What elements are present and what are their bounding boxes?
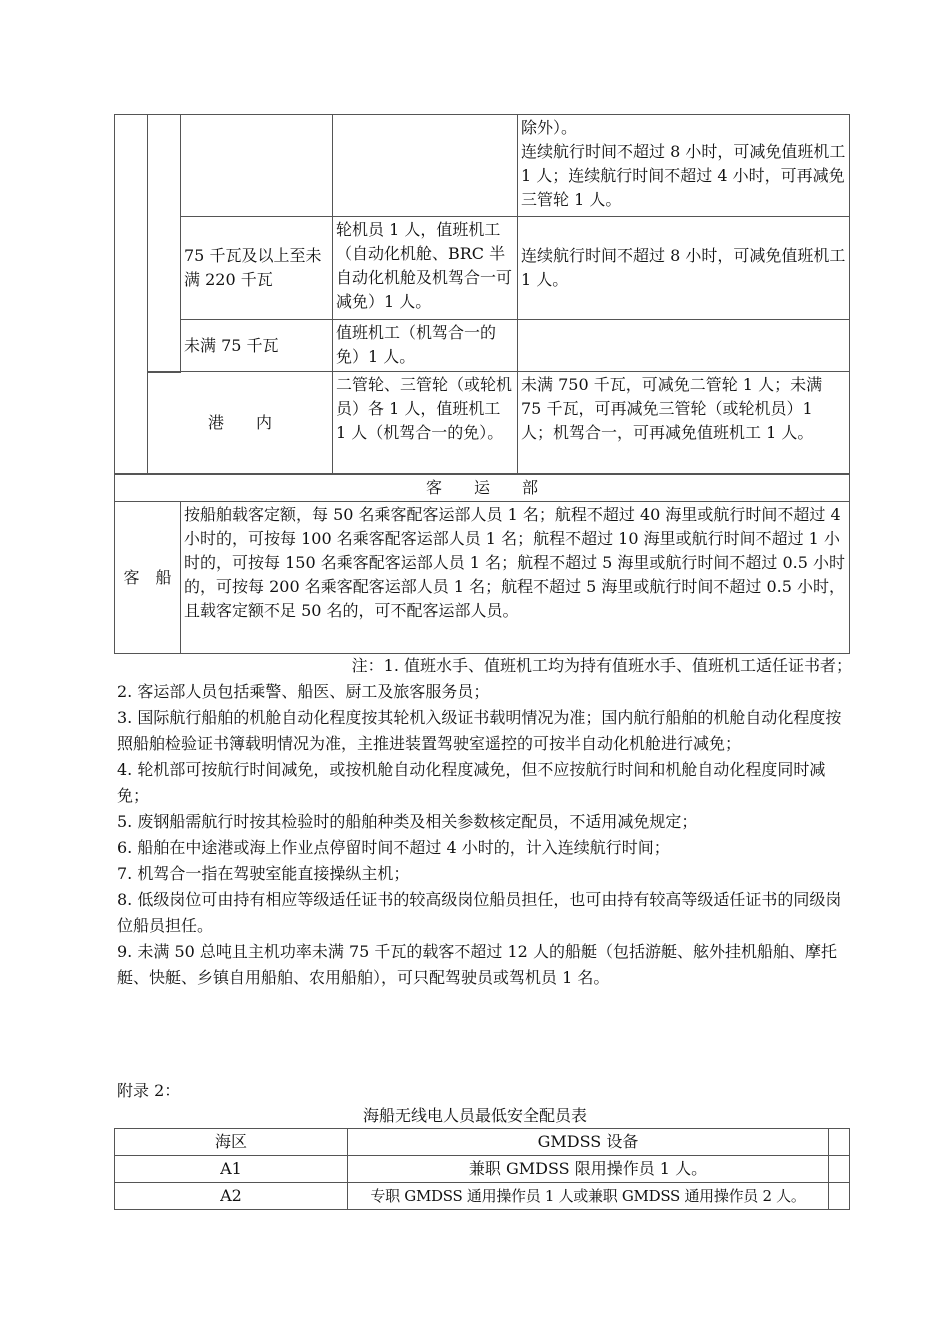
row1-remark-line-1: 除外）。 [521, 118, 578, 137]
radio-header-extra [828, 1128, 850, 1156]
row1-remark-cell [517, 114, 850, 217]
note-6: 6. 船舶在中途港或海上作业点停留时间不超过 4 小时的，计入连续航行时间； [117, 838, 670, 857]
radio-row-a1-area [114, 1155, 348, 1183]
row3-staff-cell [332, 319, 518, 372]
radio-row-a2-area [114, 1182, 348, 1210]
row2-remark-text: 连续航行时间不超过 8 小时，可减免值班机工 1 人。 [521, 246, 846, 289]
radio-row-a2-extra [828, 1182, 850, 1210]
passenger-label: 客 船 [123, 567, 172, 587]
row4-remark-cell [517, 371, 850, 474]
row1-staff-cell [332, 114, 518, 217]
radio-row-a2-gmdss-text: 专职 GMDSS 通用操作员 1 人或兼职 GMDSS 通用操作员 2 人。 [370, 1187, 806, 1205]
row2-power-label: 75 千瓦及以上至未满 220 千瓦 [184, 246, 322, 289]
row2-staff-cell [332, 216, 518, 320]
radio-row-a2-area-label: A2 [220, 1186, 242, 1205]
row1-remark-line-2: 连续航行时间不超过 8 小时，可减免值班机工 1 人；连续航行时间不超过 4 小时，可再减免三管轮 1 人。 [521, 142, 846, 209]
row2-remark-cell [517, 216, 850, 320]
notes-block [117, 653, 852, 991]
radio-header-gmdss-label: GMDSS 设备 [537, 1132, 639, 1151]
row4-area-label: 港 内 [207, 412, 272, 432]
section-header-passenger [114, 474, 850, 502]
row4-remark-text: 未满 750 千瓦，可减免二管轮 1 人；未满 75 千瓦，可再减免三管轮（或轮机员）1 人；机驾合一，可再减免值班机工 1 人。 [521, 375, 823, 442]
radio-header-area [114, 1128, 348, 1156]
row3-power-cell [180, 319, 333, 372]
row2-power-cell [180, 216, 333, 320]
appendix-title: 海船无线电人员最低安全配员表 [362, 1106, 587, 1125]
note-5: 5. 废钢船需航行时按其检验时的船舶种类及相关参数核定配员，不适用减免规定； [117, 812, 698, 831]
section-header-label: 客 运 部 [425, 478, 538, 497]
row2-staff-text: 轮机员 1 人，值班机工（自动化机舱、BRC 半自动化机舱及机驾合一可减免）1 人。 [336, 220, 513, 311]
note-1: 注：1. 值班水手、值班机工均为持有值班水手、值班机工适任证书者； [351, 656, 852, 675]
note-7: 7. 机驾合一指在驾驶室能直接操纵主机； [117, 864, 410, 883]
appendix-label: 附录 2： [117, 1081, 181, 1100]
table-outer-col-1 [114, 114, 148, 474]
table-outer-col-2 [147, 114, 181, 373]
row1-power-cell [180, 114, 333, 217]
radio-row-a1-gmdss [347, 1155, 829, 1183]
radio-row-a2-gmdss [347, 1182, 829, 1210]
radio-row-a1-area-label: A1 [220, 1159, 242, 1178]
row3-remark-cell [517, 319, 850, 372]
row3-staff-text: 值班机工（机驾合一的免）1 人。 [336, 323, 497, 366]
row4-area-cell [147, 371, 333, 474]
note-3: 3. 国际航行船舶的机舱自动化程度按其轮机入级证书载明情况为准；国内航行船舶的机舱自动化程度按照船舶检验证书簿载明情况为准，主推进装置驾驶室遥控的可按半自动化机舱进行减免； [117, 708, 842, 753]
passenger-text-cell [180, 501, 850, 654]
row4-staff-text: 二管轮、三管轮（或轮机员）各 1 人，值班机工 1 人（机驾合一的免）。 [336, 375, 513, 442]
radio-header-area-label: 海区 [214, 1132, 247, 1151]
note-2: 2. 客运部人员包括乘警、船医、厨工及旅客服务员； [117, 682, 490, 701]
row4-staff-cell [332, 371, 518, 474]
note-9: 9. 未满 50 总吨且主机功率未满 75 千瓦的载客不超过 12 人的船艇（包括游艇、舷外挂机船舶、摩托艇、快艇、乡镇自用船舶、农用船舶），可只配驾驶员或驾机员 1 名。 [117, 942, 837, 987]
note-8: 8. 低级岗位可由持有相应等级适任证书的较高级岗位船员担任，也可由持有较高等级适任证书的同级岗位船员担任。 [117, 890, 842, 935]
radio-header-gmdss [347, 1128, 829, 1156]
radio-row-a1-gmdss-text: 兼职 GMDSS 限用操作员 1 人。 [468, 1159, 708, 1178]
passenger-label-cell [114, 501, 181, 654]
row3-power-label: 未满 75 千瓦 [184, 335, 279, 355]
note-4: 4. 轮机部可按航行时间减免，或按机舱自动化程度减免，但不应按航行时间和机舱自动化程度同时减免； [117, 760, 826, 805]
passenger-text: 按船舶载客定额，每 50 名乘客配客运部人员 1 名；航程不超过 40 海里或航行时间不超过 4 小时的，可按每 100 名乘客配客运部人员 1 名；航程不超过 10 海里或航行时间不超过 1 小时的，可按每 150 名乘客配客运部人员 1 名；航程不超过 5 海里或航行时间不超过 0.5 小时的，可按每 200 名乘客配客运部人员 1 名；航程不超过 5 海里或航行时间不超过 0.5 小时，且载客定额不足 50 名的，可不配客运部人员。 [184, 505, 846, 620]
radio-row-a1-extra [828, 1155, 850, 1183]
